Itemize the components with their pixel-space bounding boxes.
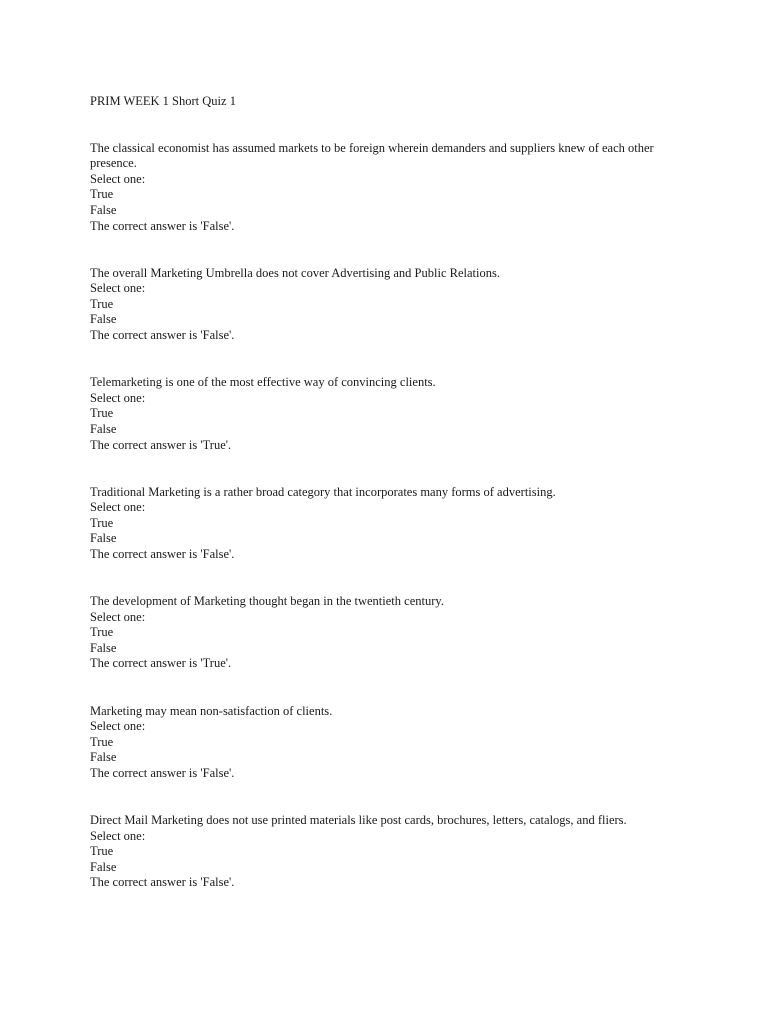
option-true: True [90, 734, 114, 749]
option-true: True [90, 625, 114, 640]
document-title: PRIM WEEK 1 Short Quiz 1 [90, 94, 236, 108]
select-prompt: Select one: [90, 719, 146, 734]
option-true: True [90, 296, 114, 311]
question-text: Traditional Marketing is a rather broad category that incorporates many forms of advertising. [90, 484, 556, 499]
correct-answer: The correct answer is 'True'. [90, 656, 232, 671]
question-text: Marketing may mean non-satisfaction of clients. [90, 703, 333, 718]
question-7 [90, 813, 680, 891]
question-3 [90, 375, 680, 453]
option-true: True [90, 515, 114, 530]
select-prompt: Select one: [90, 171, 146, 186]
correct-answer: The correct answer is 'False'. [90, 218, 235, 233]
option-false: False [90, 859, 117, 874]
question-4 [90, 485, 680, 563]
option-false: False [90, 531, 117, 546]
option-false: False [90, 202, 117, 217]
correct-answer: The correct answer is 'True'. [90, 437, 232, 452]
option-false: False [90, 750, 117, 765]
option-true: True [90, 406, 114, 421]
option-false: False [90, 640, 117, 655]
correct-answer: The correct answer is 'False'. [90, 328, 235, 343]
select-prompt: Select one: [90, 390, 146, 405]
option-true: True [90, 187, 114, 202]
question-2 [90, 266, 680, 344]
question-text: The classical economist has assumed markets to be foreign wherein demanders and suppliers knew of each other presence. [90, 140, 654, 171]
select-prompt: Select one: [90, 609, 146, 624]
question-1 [90, 141, 680, 235]
select-prompt: Select one: [90, 828, 146, 843]
select-prompt: Select one: [90, 281, 146, 296]
select-prompt: Select one: [90, 500, 146, 515]
question-5 [90, 594, 680, 672]
option-true: True [90, 844, 114, 859]
document-page [90, 94, 680, 922]
question-text: Telemarketing is one of the most effective way of convincing clients. [90, 375, 436, 390]
option-false: False [90, 421, 117, 436]
question-text: Direct Mail Marketing does not use printed materials like post cards, brochures, letters, catalogs, and fliers. [90, 813, 627, 827]
question-text: The overall Marketing Umbrella does not cover Advertising and Public Relations. [90, 265, 500, 280]
option-false: False [90, 312, 117, 327]
correct-answer: The correct answer is 'False'. [90, 875, 235, 890]
correct-answer: The correct answer is 'False'. [90, 546, 235, 561]
correct-answer: The correct answer is 'False'. [90, 765, 235, 780]
question-6 [90, 704, 680, 782]
question-text: The development of Marketing thought began in the twentieth century. [90, 594, 444, 609]
